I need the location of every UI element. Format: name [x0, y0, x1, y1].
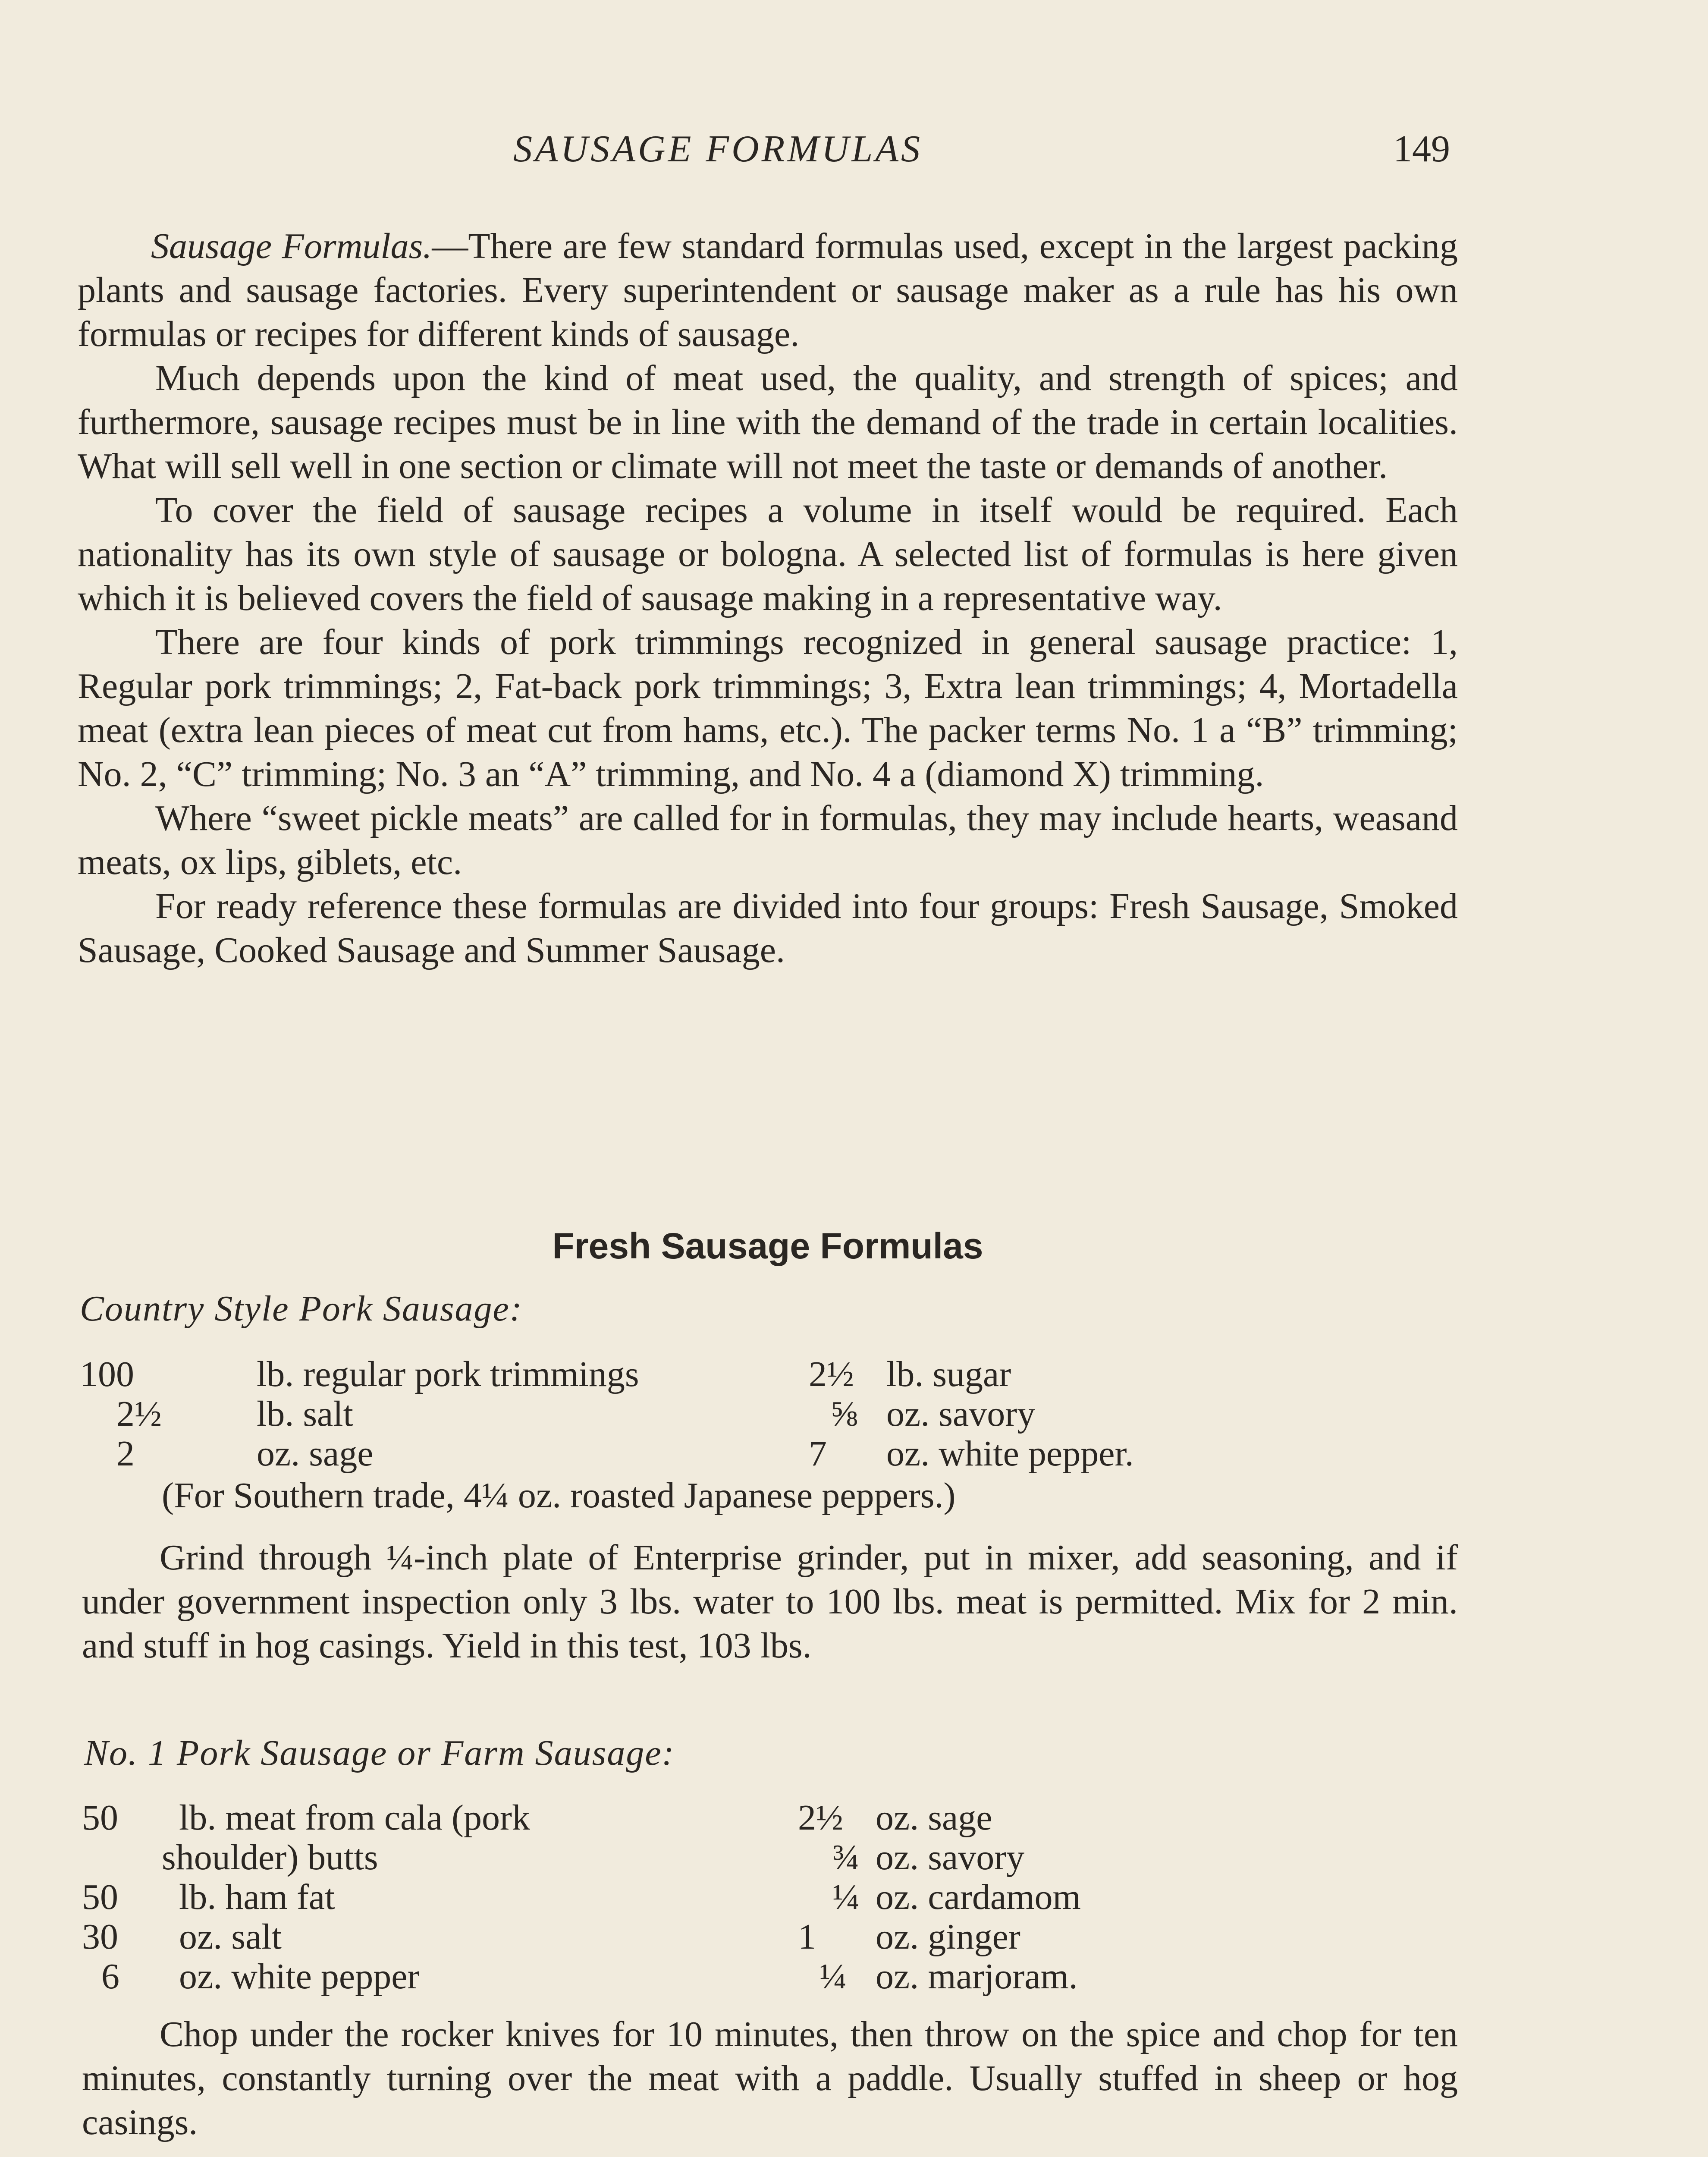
- quantity: 2: [116, 1434, 135, 1474]
- quantity: 30: [82, 1917, 118, 1957]
- lead-italic-phrase: Sausage Formulas.: [151, 226, 432, 266]
- intro-paragraph-4: There are four kinds of pork trimmings recognized in general sausage practice: 1, Regular pork trimmings; 2, Fat-back pork trimmings; 3, Extra lean trimmings; 4, Mortadella meat (extra lean pieces of meat cut from hams, etc.). The packer terms No. 1 a “B” trimming; No. 2, “C” trimming; No. 3 an “A” trimming, and No. 4 a (diamond X) trimming.: [78, 622, 1458, 794]
- intro-paragraph-2: Much depends upon the kind of meat used, the quality, and strength of spices; and furthermore, sausage recipes must be in line with the demand of the trade in certain localities. What will sell well in one section or climate will not meet the taste or demands of another.: [78, 358, 1458, 486]
- paragraph-text: —There are few standard formulas used, except in the largest packing plants and sausage factories. Every superintendent or sausage maker as a rule has his own formulas or recipes for different kinds of sausage.: [78, 226, 1458, 354]
- quantity: ¼: [832, 1877, 860, 1917]
- ingredient-row: [82, 1877, 1462, 1917]
- quantity: 50: [82, 1798, 118, 1838]
- quantity: 100: [80, 1354, 134, 1394]
- ingredient-row: [82, 1957, 1462, 1997]
- ingredient: oz. savory: [886, 1394, 1036, 1434]
- ingredient: lb. sugar: [886, 1354, 1011, 1394]
- quantity: 6: [101, 1956, 119, 1997]
- intro-paragraph-5: Where “sweet pickle meats” are called for in formulas, they may include hearts, weasand meats, ox lips, giblets, etc.: [78, 798, 1458, 882]
- ingredient: oz. marjoram.: [876, 1956, 1078, 1997]
- ingredient: oz. white pepper.: [886, 1434, 1134, 1474]
- ingredient: lb. regular pork trimmings: [257, 1354, 639, 1394]
- ingredient-row: [82, 1838, 1462, 1877]
- instructions-country: Grind through ¼-inch plate of Enterprise grinder, put in mixer, add seasoning, and if under government inspection only 3 lbs. water to 100 lbs. meat is permitted. Mix for 2 min. and stuff in hog casings. Yield in this test, 103 lbs.: [82, 1538, 1458, 1666]
- ingredient: lb. salt: [257, 1394, 353, 1434]
- ingredient-row: [80, 1394, 1460, 1434]
- intro-paragraph-3: To cover the field of sausage recipes a volume in itself would be required. Each nationality has its own style of sausage or bologna. A selected list of formulas is here given which it is believed covers the field of sausage making in a representative way.: [78, 490, 1458, 618]
- intro-paragraph-1: [78, 224, 1458, 356]
- quantity: ⅝: [830, 1394, 857, 1434]
- intro-paragraph-6: For ready reference these formulas are divided into four groups: Fresh Sausage, Smoked Sausage, Cooked Sausage and Summer Sausage.: [78, 886, 1458, 970]
- ingredient: oz. cardamom: [876, 1877, 1081, 1917]
- ingredient: oz. white pepper: [179, 1956, 420, 1997]
- instructions-farm: Chop under the rocker knives for 10 minutes, then throw on the spice and chop for ten minutes, constantly turning over the meat with a paddle. Usually stuffed in sheep or hog casings.: [82, 2014, 1458, 2142]
- quantity: ¼: [819, 1956, 847, 1997]
- ingredient: oz. salt: [179, 1917, 282, 1957]
- ingredient-row: [82, 1917, 1462, 1957]
- ingredients-farm: [82, 1798, 1462, 1997]
- intro-text: [78, 224, 1458, 972]
- quantity: 50: [82, 1877, 118, 1917]
- quantity: 7: [809, 1434, 827, 1474]
- quantity: 2½: [809, 1354, 854, 1394]
- section-heading: Fresh Sausage Formulas: [552, 1226, 983, 1266]
- recipe-title-farm: No. 1 Pork Sausage or Farm Sausage:: [84, 1733, 675, 1773]
- recipe-note-country: (For Southern trade, 4¼ oz. roasted Japanese peppers.): [162, 1475, 956, 1516]
- ingredient-row: [82, 1798, 1462, 1838]
- ingredient: lb. meat from cala (pork: [179, 1798, 530, 1838]
- quantity: 2½: [116, 1394, 162, 1434]
- quantity: 1: [798, 1917, 816, 1957]
- running-head: SAUSAGE FORMULAS: [513, 128, 923, 170]
- ingredient: oz. sage: [876, 1798, 992, 1838]
- ingredients-country: [80, 1355, 1460, 1474]
- ingredient: shoulder) butts: [162, 1837, 378, 1877]
- quantity: ¾: [832, 1837, 860, 1877]
- page-number: 149: [1393, 128, 1450, 170]
- recipe-title-country: Country Style Pork Sausage:: [80, 1289, 523, 1329]
- ingredient: oz. sage: [257, 1434, 374, 1474]
- ingredient: lb. ham fat: [179, 1877, 335, 1917]
- ingredient: oz. ginger: [876, 1917, 1020, 1957]
- ingredient-row: [80, 1355, 1460, 1394]
- quantity: 2½: [798, 1798, 843, 1838]
- ingredient-row: [80, 1434, 1460, 1474]
- ingredient: oz. savory: [876, 1837, 1025, 1877]
